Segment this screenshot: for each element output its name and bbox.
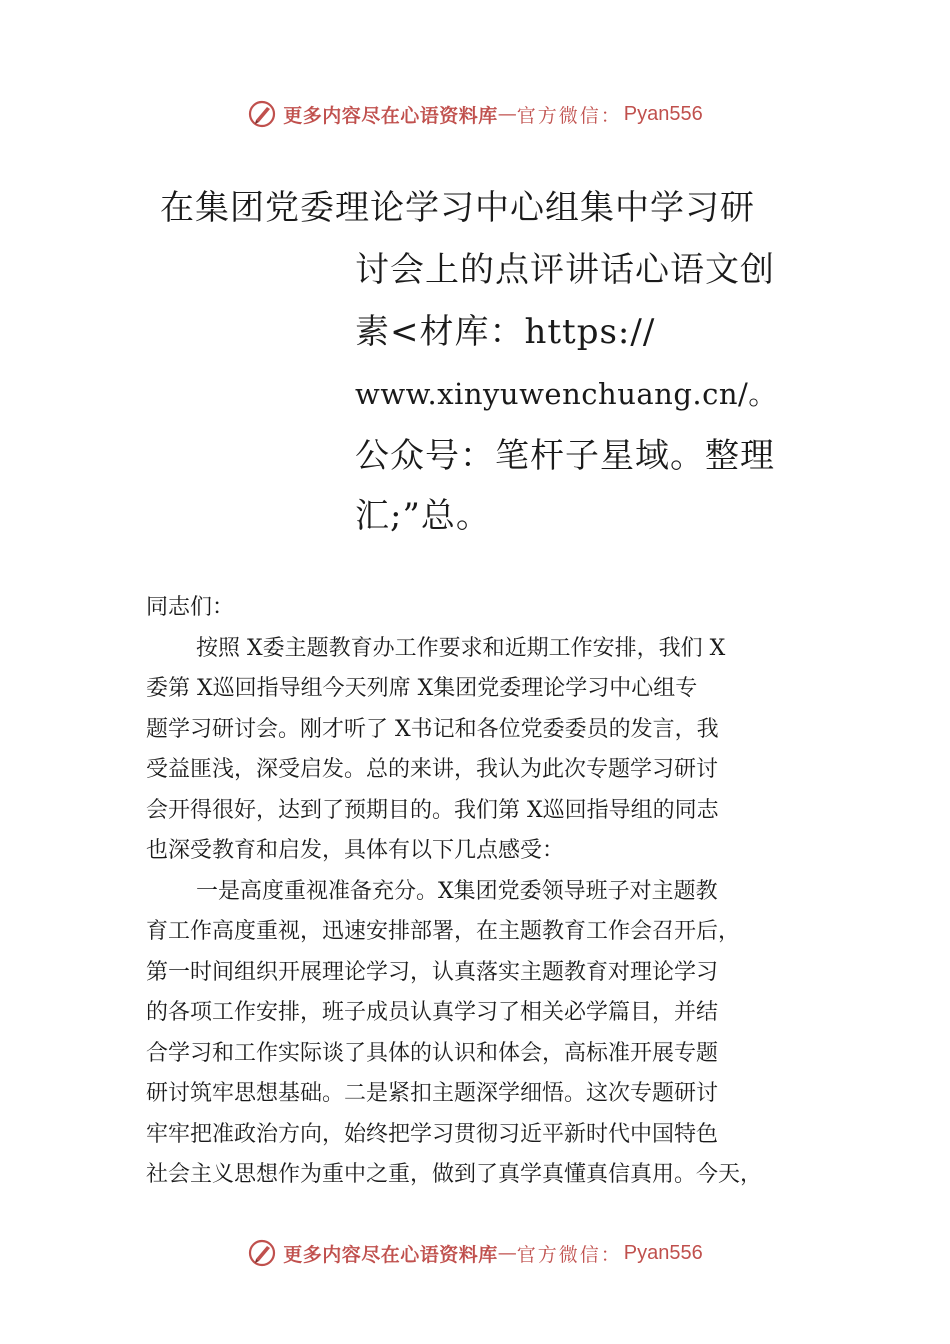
- body-line: 会开得很好，达到了预期目的。我们第 X巡回指导组的同志: [146, 797, 719, 823]
- pen-circle-icon: [247, 1238, 277, 1268]
- title-line-6: 汇;”总。: [355, 496, 491, 536]
- body-line: 题学习研讨会。刚才听了 X书记和各位党委委员的发言，我: [146, 716, 719, 742]
- body-line: 受益匪浅，深受启发。总的来讲，我认为此次专题学习研讨: [146, 757, 719, 782]
- pen-circle-icon: [247, 99, 277, 129]
- banner-text: 更多内容尽在心语资料库: [283, 104, 498, 127]
- body-line: 社会主义思想作为重中之重，做到了真学真懂真信真用。今天，: [146, 1162, 763, 1187]
- banner-wechat-label: 官方微信：: [516, 104, 622, 127]
- header-banner: [0, 94, 950, 134]
- banner-wechat-label: 官方微信：: [516, 1243, 622, 1266]
- body-line: 合学习和工作实际谈了具体的认识和体会，高标准开展专题: [146, 1040, 719, 1066]
- banner-text: 更多内容尽在心语资料库: [283, 1243, 498, 1266]
- body-line: 育工作高度重视，迅速安排部署，在主题教育工作会召开后，: [146, 919, 741, 944]
- body-line: 也深受教育和启发，具体有以下几点感受：: [146, 838, 565, 863]
- title-line-3: 素<材库：https://: [355, 312, 656, 352]
- salutation: 同志们：: [146, 595, 235, 620]
- body-line: 牢牢把准政治方向，始终把学习贯彻习近平新时代中国特色: [146, 1121, 719, 1147]
- banner-wechat-id: Pyan556: [623, 1241, 703, 1264]
- document-body: [146, 588, 826, 1196]
- body-line: 的各项工作安排，班子成员认真学习了相关必学篇目，并结: [146, 1000, 719, 1025]
- banner-separator: —: [497, 103, 517, 125]
- footer-banner: [0, 1233, 950, 1273]
- body-line: 委第 X巡回指导组今天列席 X集团党委理论学习中心组专: [146, 676, 698, 701]
- body-line: 第一时间组织开展理论学习，认真落实主题教育对理论学习: [146, 959, 719, 985]
- title-line-4: www.xinyuwenchuang.cn/。: [355, 377, 778, 411]
- body-line: 按照 X委主题教育办工作要求和近期工作安排，我们 X: [196, 635, 726, 661]
- banner-wechat-id: Pyan556: [623, 102, 703, 125]
- title-line-5: 公众号：笔杆子星域。整理: [355, 436, 775, 476]
- title-line-2: 讨会上的点评讲话心语文创: [355, 250, 775, 290]
- body-line: 一是高度重视准备充分。X集团党委领导班子对主题教: [196, 878, 718, 904]
- title-line-1: 在集团党委理论学习中心组集中学习研: [160, 188, 755, 228]
- body-line: 研讨筑牢思想基础。二是紧扣主题深学细悟。这次专题研讨: [146, 1081, 719, 1106]
- banner-separator: —: [497, 1242, 517, 1264]
